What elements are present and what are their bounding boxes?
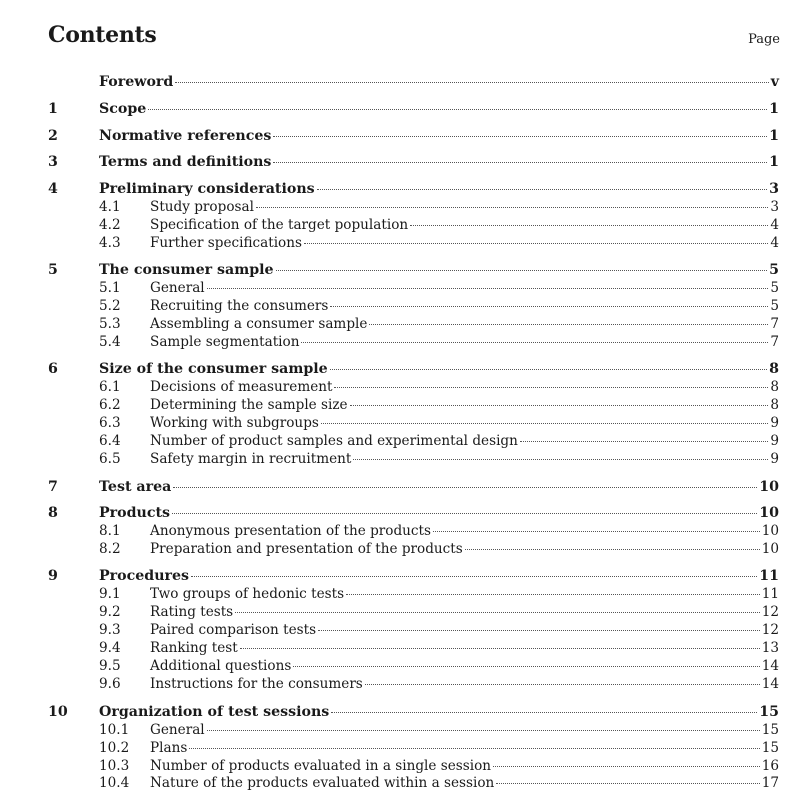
toc-dot-leader	[369, 324, 768, 325]
toc-entry-number: 9.1	[99, 586, 121, 602]
toc-page-number: 11	[761, 586, 779, 602]
toc-page-number: 16	[761, 758, 779, 774]
toc-entry-title: Paired comparison tests	[150, 622, 317, 638]
toc-entry-title: Instructions for the consumers	[150, 676, 363, 692]
toc-dot-leader	[365, 684, 760, 685]
toc-clause-entry[interactable]	[48, 154, 779, 172]
toc-clause-entry[interactable]	[48, 361, 779, 379]
toc-dot-leader	[235, 612, 760, 613]
toc-dot-leader	[465, 549, 760, 550]
toc-page-number: 12	[761, 622, 779, 638]
toc-dot-leader	[496, 783, 759, 784]
toc-dot-leader	[172, 513, 757, 514]
toc-page-number: 14	[761, 658, 779, 674]
toc-page-number: 8	[769, 361, 779, 377]
toc-page-number: 11	[759, 568, 779, 584]
toc-dot-leader	[493, 766, 760, 767]
toc-entry-title: Specification of the target population	[150, 217, 409, 233]
toc-dot-leader	[350, 405, 769, 406]
toc-entry-title: General	[150, 722, 205, 738]
toc-page-number: 7	[770, 316, 779, 332]
toc-entry-title: Safety margin in recruitment	[150, 451, 352, 467]
toc-page-number: 5	[769, 262, 779, 278]
toc-entry-number: 5	[48, 262, 58, 278]
toc-entry-title: Normative references	[99, 128, 272, 144]
toc-subclause-entry[interactable]	[48, 758, 779, 776]
toc-entry-title: Anonymous presentation of the products	[150, 523, 431, 539]
toc-entry-number: 4.1	[99, 199, 121, 215]
page-title: Contents	[48, 22, 157, 48]
toc-clause-entry[interactable]	[48, 128, 779, 146]
toc-dot-leader	[207, 730, 760, 731]
toc-entry-number: 6.5	[99, 451, 121, 467]
toc-dot-leader	[240, 648, 760, 649]
toc-page-number: 10	[759, 479, 779, 495]
toc-dot-leader	[410, 225, 768, 226]
toc-dot-leader	[301, 342, 768, 343]
toc-entry-number: 9.5	[99, 658, 121, 674]
toc-entry-number: 3	[48, 154, 58, 170]
toc-entry-number: 8	[48, 505, 58, 521]
toc-dot-leader	[330, 369, 767, 370]
toc-entry-title: Foreword	[99, 74, 174, 90]
toc-entry-title: Recruiting the consumers	[150, 298, 329, 314]
toc-entry-title: Terms and definitions	[99, 154, 272, 170]
toc-page-number: 14	[761, 676, 779, 692]
toc-subclause-entry[interactable]	[48, 433, 779, 451]
toc-dot-leader	[191, 576, 757, 577]
toc-dot-leader	[273, 162, 767, 163]
toc-entry-title: Preliminary considerations	[99, 181, 315, 197]
toc-entry-number: 10	[48, 704, 68, 720]
toc-entry-title: Additional questions	[150, 658, 292, 674]
toc-entry-number: 9.3	[99, 622, 121, 638]
toc-dot-leader	[175, 82, 768, 83]
toc-entry-number: 6.2	[99, 397, 121, 413]
toc-clause-entry[interactable]	[48, 505, 779, 523]
toc-entry-number: 9.4	[99, 640, 121, 656]
toc-subclause-entry[interactable]	[48, 379, 779, 397]
toc-subclause-entry[interactable]	[48, 199, 779, 217]
toc-subclause-entry[interactable]	[48, 280, 779, 298]
toc-entry-title: Determining the sample size	[150, 397, 348, 413]
toc-entry-title: Sample segmentation	[150, 334, 300, 350]
toc-dot-leader	[256, 207, 768, 208]
toc-entry-title: General	[150, 280, 205, 296]
toc-entry-title: Number of products evaluated in a single session	[150, 758, 492, 774]
toc-dot-leader	[330, 306, 768, 307]
toc-entry-number: 1	[48, 101, 58, 117]
toc-entry-number: 6.4	[99, 433, 121, 449]
toc-dot-leader	[293, 666, 759, 667]
toc-subclause-entry[interactable]	[48, 676, 779, 694]
toc-entry-number: 5.1	[99, 280, 121, 296]
toc-page-number: 8	[770, 379, 779, 395]
toc-dot-leader	[520, 441, 768, 442]
toc-subclause-entry[interactable]	[48, 740, 779, 758]
toc-entry-title: Plans	[150, 740, 188, 756]
toc-dot-leader	[148, 109, 767, 110]
toc-page-number: 15	[761, 740, 779, 756]
toc-entry-number: 10.2	[99, 740, 130, 756]
toc-dot-leader	[317, 189, 767, 190]
toc-entry-number: 6.3	[99, 415, 121, 431]
toc-page-number: 1	[769, 101, 779, 117]
toc-entry-title: Test area	[99, 479, 172, 495]
toc-clause-entry[interactable]	[48, 704, 779, 722]
toc-clause-entry[interactable]	[48, 568, 779, 586]
toc-page-number: 9	[770, 433, 779, 449]
toc-dot-leader	[207, 288, 769, 289]
toc-entry-number: 8.1	[99, 523, 121, 539]
toc-page-number: 8	[770, 397, 779, 413]
toc-entry-number: 6	[48, 361, 58, 377]
toc-subclause-entry[interactable]	[48, 235, 779, 253]
toc-entry-title: Nature of the products evaluated within a session	[150, 775, 495, 791]
toc-page-number: 15	[759, 704, 779, 720]
toc-dot-leader	[273, 136, 767, 137]
toc-clause-entry[interactable]	[48, 181, 779, 199]
toc-entry-number: 9	[48, 568, 58, 584]
toc-subclause-entry[interactable]	[48, 397, 779, 415]
toc-subclause-entry[interactable]	[48, 451, 779, 469]
toc-page-number: 15	[761, 722, 779, 738]
toc-page-number: 17	[761, 775, 779, 791]
toc-entry-number: 9.2	[99, 604, 121, 620]
toc-entry-title: Number of product samples and experimental design	[150, 433, 518, 449]
toc-subclause-entry[interactable]	[48, 640, 779, 658]
toc-entry-title: Study proposal	[150, 199, 254, 215]
toc-dot-leader	[334, 387, 768, 388]
toc-subclause-entry[interactable]	[48, 541, 779, 559]
toc-entry-title: Procedures	[99, 568, 189, 584]
toc-page-number: 9	[770, 451, 779, 467]
toc-page-number: 5	[770, 298, 779, 314]
toc-subclause-entry[interactable]	[48, 586, 779, 604]
toc-page-number: v	[770, 74, 779, 90]
toc-page-number: 1	[769, 128, 779, 144]
toc-page-number: 4	[770, 217, 779, 233]
toc-dot-leader	[276, 270, 768, 271]
toc-entry-title: Ranking test	[150, 640, 238, 656]
toc-entry-title: Two groups of hedonic tests	[150, 586, 345, 602]
toc-page-number: 9	[770, 415, 779, 431]
page-column-label: Page	[748, 32, 780, 47]
toc-page-number: 10	[759, 505, 779, 521]
toc-dot-leader	[304, 243, 768, 244]
toc-entry-number: 8.2	[99, 541, 121, 557]
toc-entry-number: 10.3	[99, 758, 130, 774]
toc-entry-number: 4.2	[99, 217, 121, 233]
toc-entry-title: Assembling a consumer sample	[150, 316, 368, 332]
toc-entry-number: 10.4	[99, 775, 130, 791]
toc-subclause-entry[interactable]	[48, 298, 779, 316]
toc-dot-leader	[346, 594, 760, 595]
toc-page-number: 7	[770, 334, 779, 350]
toc-dot-leader	[331, 712, 757, 713]
toc-page-number: 1	[769, 154, 779, 170]
toc-page-number: 3	[770, 199, 779, 215]
toc-subclause-entry[interactable]	[48, 604, 779, 622]
toc-subclause-entry[interactable]	[48, 722, 779, 740]
toc-page-number: 10	[761, 541, 779, 557]
toc-entry-title: Further specifications	[150, 235, 302, 251]
toc-dot-leader	[318, 630, 760, 631]
toc-dot-leader	[321, 423, 768, 424]
toc-entry-title: Decisions of measurement	[150, 379, 333, 395]
toc-clause-entry[interactable]	[48, 74, 779, 92]
toc-clause-entry[interactable]	[48, 101, 779, 119]
toc-entry-number: 4.3	[99, 235, 121, 251]
toc-page-number: 3	[769, 181, 779, 197]
toc-entry-title: The consumer sample	[99, 262, 274, 278]
toc-subclause-entry[interactable]	[48, 775, 779, 793]
toc-entry-title: Organization of test sessions	[99, 704, 330, 720]
toc-entry-number: 6.1	[99, 379, 121, 395]
toc-entry-number: 5.2	[99, 298, 121, 314]
toc-page-number: 4	[770, 235, 779, 251]
toc-entry-number: 2	[48, 128, 58, 144]
toc-subclause-entry[interactable]	[48, 523, 779, 541]
toc-entry-number: 10.1	[99, 722, 130, 738]
toc-dot-leader	[189, 748, 759, 749]
toc-dot-leader	[433, 531, 760, 532]
toc-dot-leader	[173, 487, 757, 488]
toc-subclause-entry[interactable]	[48, 622, 779, 640]
toc-entry-number: 9.6	[99, 676, 121, 692]
toc-entry-title: Products	[99, 505, 171, 521]
toc-dot-leader	[353, 459, 768, 460]
toc-entry-title: Scope	[99, 101, 147, 117]
toc-page-number: 10	[761, 523, 779, 539]
toc-entry-number: 7	[48, 479, 58, 495]
toc-clause-entry[interactable]	[48, 479, 779, 497]
toc-page-number: 5	[770, 280, 779, 296]
toc-subclause-entry[interactable]	[48, 658, 779, 676]
toc-subclause-entry[interactable]	[48, 415, 779, 433]
toc-entry-number: 5.3	[99, 316, 121, 332]
toc-subclause-entry[interactable]	[48, 217, 779, 235]
toc-entry-number: 5.4	[99, 334, 121, 350]
toc-entry-title: Size of the consumer sample	[99, 361, 328, 377]
toc-entry-title: Working with subgroups	[150, 415, 319, 431]
toc-entry-title: Preparation and presentation of the products	[150, 541, 463, 557]
toc-subclause-entry[interactable]	[48, 334, 779, 352]
toc-subclause-entry[interactable]	[48, 316, 779, 334]
toc-entry-number: 4	[48, 181, 58, 197]
toc-entry-title: Rating tests	[150, 604, 234, 620]
toc-page-number: 12	[761, 604, 779, 620]
toc-clause-entry[interactable]	[48, 262, 779, 280]
toc-page-number: 13	[761, 640, 779, 656]
